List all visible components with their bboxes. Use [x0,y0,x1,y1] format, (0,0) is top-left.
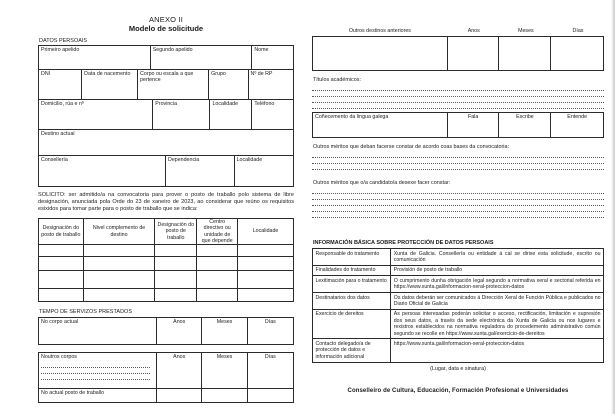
posto-cell [84,245,156,256]
fill-in-line [41,375,150,380]
posto-col-designacion-2: Designación do posto de traballo [155,219,197,244]
outros-meritos-bases-label: Outros méritos que deban facerse constar de acordo coas bases da convocatoria: [313,144,509,150]
col-meses: Meses [202,318,247,344]
posto-cell [238,257,293,270]
fill-in-cell [499,37,551,70]
col-fala: Fala [448,113,500,137]
posto-cell [155,271,197,288]
tempo-noutros-corpos-table [38,352,294,403]
posto-cell [238,289,293,301]
fill-in-line [41,363,150,368]
col-dias: Días [572,28,584,34]
fill-in-line [312,159,604,164]
section-datos-persoais: DATOS PERSOAIS [39,38,88,44]
fill-in-line [312,207,604,212]
posto-col-designacion: Designación do posto de traballo [39,219,84,244]
col-escribe: Escribe [499,113,551,137]
posto-cell [155,245,197,256]
table-row [39,318,293,344]
posto-table-header [39,219,293,245]
info-row-value: O cumprimento dunha obrigación legal segundo a normativa xeral e sectorial referida en https://www.xunta.gal/informacion-xeral-proteccion-datos [393,277,601,291]
fill-in-cell [313,37,448,70]
fill-in-line [312,195,604,200]
field-no-corpo-actual: No corpo actual [39,318,157,344]
col-entende: Entende [567,114,588,120]
left-column [38,38,294,403]
field-conselleria: Consellería [39,156,166,186]
table-row [39,46,293,70]
posto-cell [197,257,238,270]
form-title-block [38,15,294,33]
form-subtitle: Modelo de solicitude [128,24,204,33]
titulos-academicos-label: Títulos académicos: [313,77,361,83]
posto-table [38,218,294,302]
field-provincia: Provincia [153,100,210,129]
posto-cell [197,271,238,288]
col-dias: Días [264,354,276,360]
posto-col-nivel: Nivel complemento de destino [84,219,156,244]
field-destino-actual: Destino actual [41,131,75,137]
form-title: ANEXO II [148,15,184,24]
field-localidade-2: Localidade [236,157,263,163]
fill-in-line [312,98,604,103]
field-segundo-apelido: Segundo apelido [151,46,253,69]
field-primeiro-apelido: Primeiro apelido [39,46,151,69]
col-anos: Anos [157,353,202,388]
table-row [39,389,293,402]
field-lingua-galega: Coñecemento da lingua galega [313,113,448,137]
scan-edge-artifact [611,0,615,414]
posto-cell [238,245,293,256]
posto-cell [84,257,156,270]
info-row-label: Exercicio de dereitos [313,310,391,339]
field-nome: Nome [254,47,269,53]
table-row [313,276,603,293]
field-dni: DNI [39,70,82,99]
table-row [39,100,293,130]
field-n-rp: Nº de RP [250,71,273,77]
outros-meritos-candidato-label: Outros méritos que o/a candidato/a desexe facer constar: [313,180,451,186]
posto-cell [197,245,238,256]
col-anos: Anos [467,28,480,34]
table-row [313,266,603,276]
info-row-value: Provisión de posto de traballo [393,267,463,274]
addressee-footer: Conselleiro de Cultura, Educación, Formación Profesional e Universidades [347,388,569,394]
section-proteccion-datos: INFORMACIÓN BÁSICA SOBRE PROTECCIÓN DE DATOS PERSOAIS [313,240,494,246]
posto-empty-row [39,245,293,257]
fill-in-cell [157,389,202,402]
outros-destinos-label: Outros destinos anteriores [348,28,411,34]
posto-cell [155,289,197,301]
posto-cell [238,271,293,288]
col-meses: Meses [202,353,247,388]
fill-in-line [312,189,604,194]
info-row-label: Lexitimación para o tratamento [313,276,391,292]
table-row [39,70,293,100]
posto-empty-row [39,257,293,271]
posto-empty-row [39,271,293,289]
fill-in-line [312,104,604,109]
posto-cell [84,289,156,301]
table-row [39,156,293,186]
right-column [312,27,604,372]
fill-in-line [312,165,604,170]
info-row-value: As persoas interesadas poderán solicitar o acceso, rectificación, limitación e supresión dos seus datos, a través da sede electrónica da Xunta de Galicia ou nos lugares e rexistros establecidos na normativa reguladora do procedemento administrativo común segundo se recolle en https://www.xunta.gal/exercicio-de-dereitos [393,311,601,337]
info-row-value: Xunta de Galicia. Consellería ou entidade á cal se dirixe esta solicitude, escrito ou comunicación [393,250,601,263]
noutros-corpos-label: Noutros corpos [41,354,77,360]
fill-in-line [312,213,604,218]
posto-cell [39,271,84,288]
field-telefono: Teléfono [254,101,275,107]
fill-in-cell [248,389,293,402]
info-row-label: Finalidades do tratamento [313,266,391,275]
field-corpo-escala: Corpo ou escala a que pertence [138,70,209,99]
posto-cell [39,289,84,301]
table-row [39,353,293,389]
solicito-paragraph: SOLICITO: ser admitido/a na convocatoria para prover o posto de traballo polo sistema de libre designación, anunciada pola Orde do 23 de xaneiro de 2023, ao considerar que reúno os requisitos esixidos para tomar parte para o posto de traballo que se indica: [38,192,294,212]
field-data-nacemento: Data de nacemento [82,70,138,99]
posto-cell [84,271,156,288]
table-row [39,130,293,156]
col-meses: Meses [518,28,534,34]
table-row [313,339,603,361]
personal-data-table [38,45,294,187]
table-row [313,293,603,310]
table-row [313,37,603,70]
field-domicilio: Domicilio, rúa e nº [39,100,153,129]
fill-in-cell [202,389,247,402]
table-row [313,113,603,137]
lingua-galega-table [312,112,604,138]
info-row-value: https://www.xunta.gal/informacion-xeral-proteccion-datos [393,340,525,347]
info-row-value: Os datos deberán ser comunicados á Dirección Xeral de Función Pública e publicados no Diario Oficial de Galicia [393,294,601,307]
field-no-actual-posto: No actual posto de traballo [39,389,157,402]
col-dias: Días [264,319,276,325]
fill-in-cell [551,37,603,70]
signature-hint: (Lugar, data e sinatura) [430,365,486,372]
fill-in-line [312,153,604,158]
col-anos: Anos [157,318,202,344]
section-tempo-servizos: TEMPO DE SERVIZOS PRESTADOS [39,309,133,315]
field-noutros-corpos [39,353,157,388]
posto-cell [197,289,238,301]
fill-in-line [41,369,150,374]
info-row-label: Contacto delegado/a de protección de datos e información adicional [313,339,391,361]
field-localidade: Localidade [210,100,252,129]
posto-col-localidade: Localidade [252,228,279,235]
posto-col-centro: Centro directivo ou unidade de que depende [197,219,238,244]
info-row-label: Responsable do tratamento [313,249,391,265]
info-row-label: Destinatarios dos datos [313,293,391,309]
field-grupo: Grupo [209,70,248,99]
posto-cell [39,257,84,270]
fill-in-line [312,86,604,91]
fill-in-line [312,92,604,97]
proteccion-datos-table [312,248,604,363]
field-dependencia: Dependencia [166,156,235,186]
outros-destinos-table [312,36,604,71]
table-row [313,310,603,340]
outros-destinos-header [312,27,604,36]
posto-cell [155,257,197,270]
fill-in-cell [448,37,500,70]
posto-cell [39,245,84,256]
tempo-corpo-actual-table [38,317,294,345]
table-row [313,249,603,266]
fill-in-line [312,201,604,206]
posto-empty-row [39,289,293,301]
